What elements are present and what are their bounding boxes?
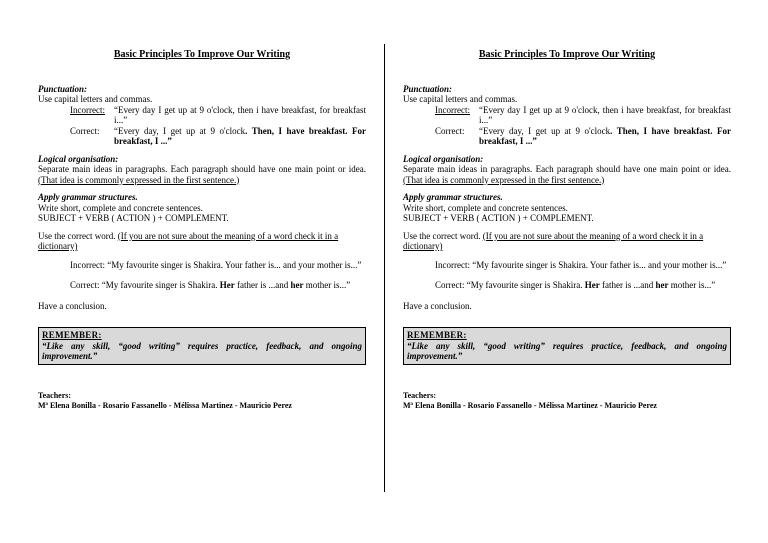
logical-underlined: (That idea is commonly expressed in the first sentence.) <box>38 174 240 185</box>
correct-text <box>479 126 731 147</box>
punctuation-section <box>38 84 366 147</box>
remember-text: “Like any skill, “good writing” requires practice, feedback, and ongoing improvement.” <box>407 340 727 361</box>
example-correct-her2: her <box>290 280 304 290</box>
left-panel <box>38 50 366 411</box>
remember-heading: REMEMBER: <box>42 330 102 340</box>
example-correct-a: Correct: “My favourite singer is Shakira. <box>435 280 583 290</box>
example-correct-her2: her <box>655 280 669 290</box>
incorrect-label: Incorrect: <box>435 104 470 115</box>
punctuation-heading: Punctuation: <box>38 83 88 94</box>
grammar-section <box>38 192 366 224</box>
word-underlined: (If you are not sure about the meaning of a word check it in a dictionary) <box>403 230 704 251</box>
correct-example <box>435 126 731 147</box>
grammar-line2: SUBJECT + VERB ( ACTION ) + COMPLEMENT. <box>38 213 229 223</box>
page-divider <box>384 44 385 492</box>
grammar-heading: Apply grammar structures. <box>38 192 138 202</box>
teachers-block <box>38 391 366 411</box>
conclusion-text: Have a conclusion. <box>403 300 472 311</box>
grammar-line1: Write short, complete and concrete sentences. <box>38 202 203 213</box>
example-incorrect: Incorrect: “My favourite singer is Shakira. Your father is... and your mother is...” <box>435 259 727 270</box>
incorrect-example <box>70 105 366 126</box>
teachers-block <box>403 391 731 411</box>
example-correct <box>38 280 366 291</box>
word-section <box>403 231 731 252</box>
incorrect-text: “Every day I get up at 9 o'clock, then i have breakfast, for breakfast i...” <box>114 104 366 125</box>
example-correct-her1: Her <box>219 280 235 290</box>
example-correct-c: mother is...” <box>670 280 716 290</box>
logical-text: Separate main ideas in paragraphs. Each paragraph should have one main point or idea. <box>38 164 366 174</box>
remember-text: “Like any skill, “good writing” requires practice, feedback, and ongoing improvement.” <box>42 340 362 361</box>
logical-text: Separate main ideas in paragraphs. Each paragraph should have one main point or idea. <box>403 164 731 174</box>
correct-text-a: “Every day, I get up at 9 o'clock <box>479 125 611 136</box>
example-correct-c: mother is...” <box>305 280 351 290</box>
teachers-names: Mª Elena Bonilla - Rosario Fassanello - Mélissa Martinez - Mauricio Perez <box>403 400 657 410</box>
remember-heading: REMEMBER: <box>407 330 467 340</box>
logical-section <box>38 154 366 186</box>
word-text: Use the correct word. <box>38 230 116 241</box>
conclusion-text: Have a conclusion. <box>38 300 107 311</box>
punctuation-examples <box>38 105 366 147</box>
teachers-names: Mª Elena Bonilla - Rosario Fassanello - Mélissa Martinez - Mauricio Perez <box>38 400 292 410</box>
punctuation-intro: Use capital letters and commas. <box>403 94 518 104</box>
incorrect-label: Incorrect: <box>70 104 105 115</box>
incorrect-example <box>435 105 731 126</box>
punctuation-examples <box>403 105 731 147</box>
example-correct-b: father is ...and <box>236 280 289 290</box>
correct-text-b: . Then, I have breakfast. For breakfast, I ...” <box>479 125 731 146</box>
remember-box <box>38 327 366 365</box>
correct-label: Correct: <box>70 125 100 136</box>
grammar-section <box>403 192 731 224</box>
correct-text-a: “Every day, I get up at 9 o'clock <box>114 125 246 136</box>
right-panel <box>403 50 731 411</box>
logical-heading: Logical organisation: <box>38 153 119 164</box>
logical-text-block <box>38 164 366 185</box>
teachers-label: Teachers: <box>38 390 72 400</box>
correct-example <box>70 126 366 147</box>
correct-text-b: . Then, I have breakfast. For breakfast, I ...” <box>114 125 366 146</box>
punctuation-heading: Punctuation: <box>403 83 453 94</box>
logical-heading: Logical organisation: <box>403 153 484 164</box>
logical-section <box>403 154 731 186</box>
logical-underlined: (That idea is commonly expressed in the first sentence.) <box>403 174 605 185</box>
word-section <box>38 231 366 252</box>
example-incorrect: Incorrect: “My favourite singer is Shakira. Your father is... and your mother is...” <box>70 259 362 270</box>
correct-label: Correct: <box>435 125 465 136</box>
grammar-heading: Apply grammar structures. <box>403 192 503 202</box>
correct-text <box>114 126 366 147</box>
example-correct-b: father is ...and <box>601 280 654 290</box>
grammar-line2: SUBJECT + VERB ( ACTION ) + COMPLEMENT. <box>403 213 594 223</box>
example-correct <box>403 280 731 291</box>
document-title: Basic Principles To Improve Our Writing <box>478 49 656 60</box>
example-correct-a: Correct: “My favourite singer is Shakira. <box>70 280 218 290</box>
punctuation-section <box>403 84 731 147</box>
word-underlined: (If you are not sure about the meaning of a word check it in a dictionary) <box>38 230 339 251</box>
example-correct-her1: Her <box>584 280 600 290</box>
document-title: Basic Principles To Improve Our Writing <box>113 49 291 60</box>
remember-box <box>403 327 731 365</box>
logical-text-block <box>403 164 731 185</box>
grammar-line1: Write short, complete and concrete sentences. <box>403 202 568 213</box>
incorrect-text: “Every day I get up at 9 o'clock, then i have breakfast, for breakfast i...” <box>479 104 731 125</box>
teachers-label: Teachers: <box>403 390 437 400</box>
word-text: Use the correct word. <box>403 230 481 241</box>
punctuation-intro: Use capital letters and commas. <box>38 94 153 104</box>
